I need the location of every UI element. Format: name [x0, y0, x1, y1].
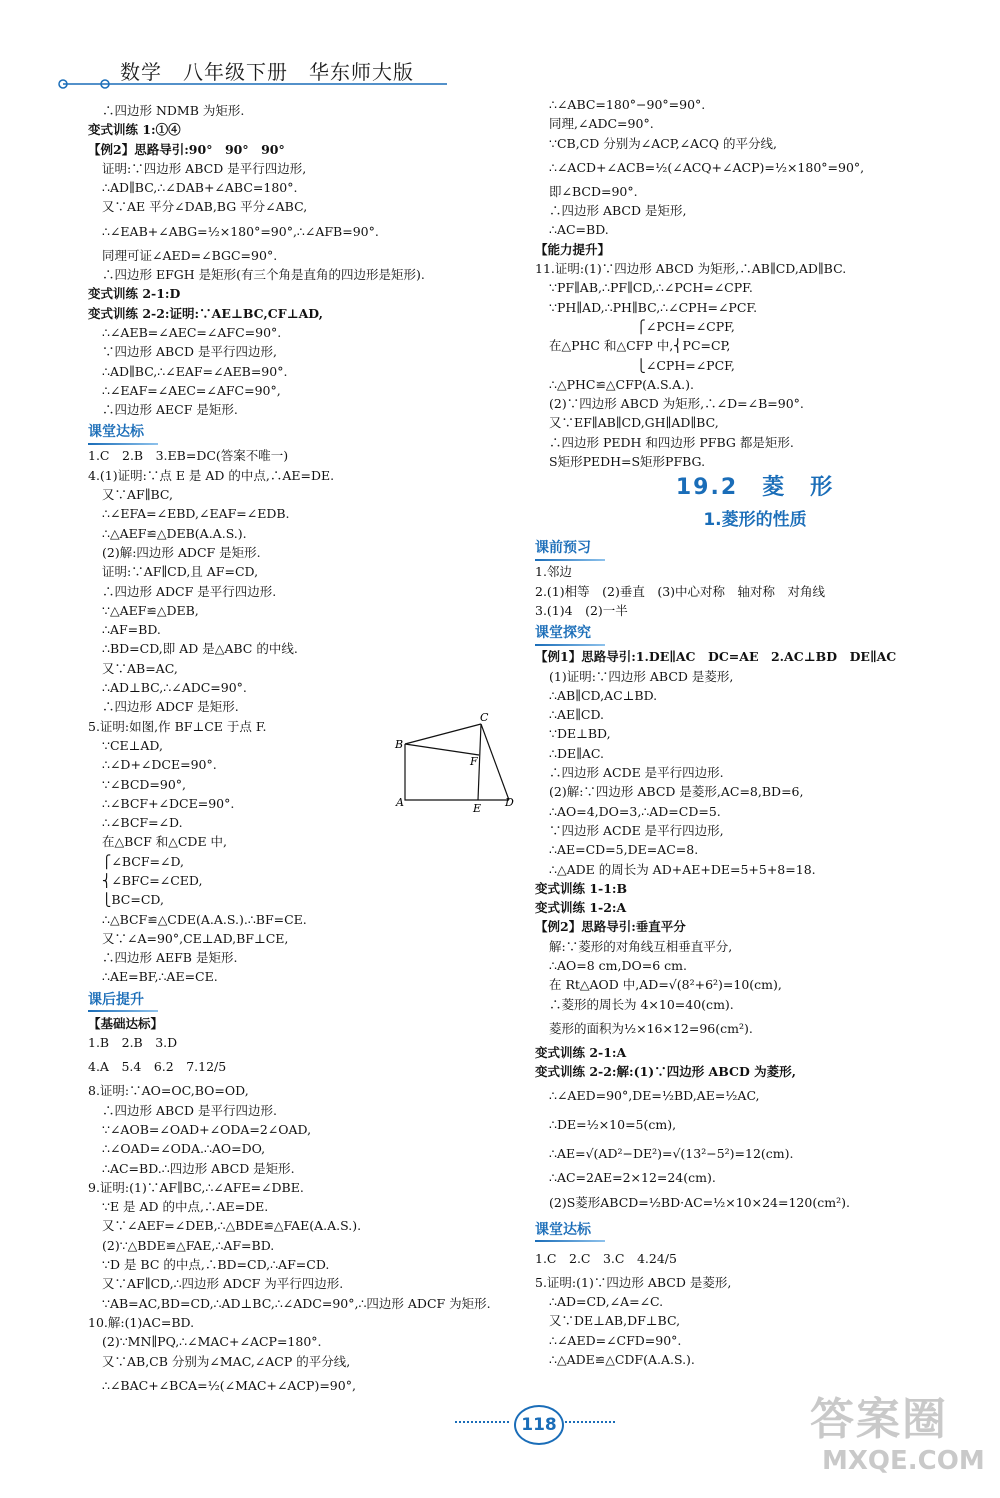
label-f: F: [470, 755, 478, 768]
section-heading: [535, 620, 975, 647]
answer-line: ∴∠ABC=180°−90°=90°.: [549, 97, 706, 112]
section-heading: [88, 419, 508, 446]
answer-line: ∵∠AOB=∠OAD+∠ODA=2∠OAD,: [102, 1121, 312, 1137]
answer-line: 变式训练 2-2:解:(1)∵四边形 ABCD 为菱形,: [535, 1064, 797, 1080]
answer-line: ∴四边形 NDMB 为矩形.: [102, 103, 245, 118]
answer-line: 又∵AE 平分∠DAB,BG 平分∠ABC,: [102, 199, 308, 215]
answer-line: 11.证明:(1)∵四边形 ABCD 为矩形,∴AB∥CD,AD∥BC.: [535, 261, 847, 277]
answer-line: ∵△AEF≌△DEB,: [102, 602, 199, 618]
answer-line: (2)∵四边形 ABCD 为矩形,∴∠D=∠B=90°.: [549, 396, 804, 412]
answer-line: ∴∠OAD=∠ODA.∴AO=DO,: [102, 1141, 266, 1157]
answer-line: ⎨∠BFC=∠CED,: [102, 872, 203, 888]
answer-line: ∴四边形 ABCD 是平行四边形.: [102, 1102, 277, 1118]
answer-line: 变式训练 1:①④: [88, 122, 181, 138]
page-header: [55, 48, 455, 98]
label-c: C: [480, 711, 489, 724]
answer-line: ∴∠BAC+∠BCA=½(∠MAC+∠ACP)=90°,: [102, 1377, 356, 1393]
geometry-diagram: [393, 708, 518, 818]
answer-line: ∵CB,CD 分别为∠ACP,∠ACQ 的平分线,: [549, 135, 777, 151]
answer-line: ∵四边形 ABCD 是平行四边形,: [102, 344, 277, 360]
answer-line: ∴∠EAF=∠AEC=∠AFC=90°,: [102, 382, 281, 398]
answer-line: ∴∠BCF+∠DCE=90°.: [102, 795, 235, 811]
label-d: D: [505, 796, 514, 809]
answer-line: ⎩BC=CD,: [102, 892, 164, 908]
answer-line: ∴四边形 AECF 是矩形.: [102, 402, 238, 418]
chapter-title: 19.2 菱 形: [675, 475, 835, 501]
answer-line: ∴△BCF≌△CDE(A.A.S.).∴BF=CE.: [102, 911, 307, 927]
answer-line: ∴∠AED=90°,DE=½BD,AE=½AC,: [549, 1088, 760, 1104]
answer-line: ∴AF=BD.: [102, 622, 161, 638]
answer-line: ∴菱形的周长为 4×10=40(cm).: [549, 996, 734, 1012]
answer-line: ∵AB=AC,BD=CD,∴AD⊥BC,∴∠ADC=90°,∴四边形 ADCF 为矩形.: [102, 1295, 491, 1311]
answer-line: ∴AD∥BC,∴∠DAB+∠ABC=180°.: [102, 180, 298, 196]
answer-line: (1)证明:∵四边形 ABCD 是菱形,: [549, 668, 734, 684]
answer-line: ∴AC=2AE=2×12=24(cm).: [549, 1170, 716, 1186]
section-heading: [535, 535, 975, 562]
answer-line: (2)解:∵四边形 ABCD 是菱形,AC=8,BD=6,: [549, 784, 804, 800]
answer-line: 变式训练 2-2:证明:∵AE⊥BC,CF⊥AD,: [88, 305, 324, 321]
section-heading-label: 课后提升: [88, 991, 158, 1010]
answer-line: ∴四边形 PEDH 和四边形 PFBG 都是矩形.: [549, 434, 794, 450]
answer-line: S矩形PEDH=S矩形PFBG.: [549, 454, 706, 470]
answer-line: ∴AE=BF,∴AE=CE.: [102, 969, 218, 985]
answer-line: ∴四边形 ACDE 是平行四边形.: [549, 765, 724, 781]
answer-line: 又∵DE⊥AB,DF⊥BC,: [549, 1313, 681, 1329]
answer-line: (2)∵△BDE≌△FAE,∴AF=BD.: [102, 1237, 275, 1253]
answer-line: ∴△PHC≌△CFP(A.S.A.).: [549, 376, 694, 392]
label-b: B: [395, 738, 404, 751]
answer-line: 菱形的面积为½×16×12=96(cm²).: [549, 1020, 753, 1036]
answer-line: ∴DE=½×10=5(cm),: [549, 1117, 677, 1133]
answer-line: ∴AE∥CD.: [549, 707, 604, 723]
answer-line: 又∵AB,CB 分别为∠MAC,∠ACP 的平分线,: [102, 1353, 351, 1369]
answer-line: ∴四边形 ADCF 是矩形.: [102, 699, 239, 715]
answer-line: (2)S菱形ABCD=½BD·AC=½×10×24=120(cm²).: [549, 1194, 850, 1210]
answer-line: 【能力提升】: [535, 241, 611, 257]
answer-line: 8.证明:∵AO=OC,BO=OD,: [88, 1083, 249, 1099]
answer-line: 又∵∠A=90°,CE⊥AD,BF⊥CE,: [102, 930, 289, 946]
answer-line: 同理,∠ADC=90°.: [549, 116, 654, 132]
answer-line: 1.C 2.B 3.EB=DC(答案不唯一): [88, 448, 289, 464]
answer-line: ∴AO=8 cm,DO=6 cm.: [549, 957, 687, 973]
answer-line: 在 Rt△AOD 中,AD=√(8²+6²)=10(cm),: [549, 977, 782, 993]
answer-line: 5.证明:(1)∵四边形 ABCD 是菱形,: [535, 1274, 732, 1290]
answer-line: 变式训练 2-1:D: [88, 286, 181, 302]
quadrilateral-figure: [393, 708, 518, 818]
answer-line: ∴AD∥BC,∴∠EAF=∠AEB=90°.: [102, 363, 288, 379]
answer-line: 变式训练 1-1:B: [535, 880, 628, 896]
watermark-logo: [810, 1395, 990, 1490]
answer-line: ∴DE∥AC.: [549, 745, 604, 761]
answer-line: ⎧∠BCF=∠D,: [102, 853, 185, 869]
answer-line: ∴四边形 AEFB 是矩形.: [102, 950, 238, 966]
answer-line: 9.证明:(1)∵AF∥BC,∴∠AFE=∠DBE.: [88, 1179, 304, 1195]
answer-line: ∴△ADE≌△CDF(A.A.S.).: [549, 1351, 695, 1367]
answer-line: ∴∠BCF=∠D.: [102, 815, 183, 831]
answer-line: ∵∠BCD=90°,: [102, 776, 187, 792]
answer-line: ∴AE=CD=5,DE=AC=8.: [549, 842, 699, 858]
answer-line: 【例1】思路导引:1.DE∥AC DC=AE 2.AC⊥BD DE∥AC: [535, 649, 897, 665]
answer-line: ∴AE=√(AD²−DE²)=√(13²−5²)=12(cm).: [549, 1146, 794, 1162]
answer-line: 在△BCF 和△CDE 中,: [102, 834, 228, 850]
answer-line: ∵DE⊥BD,: [549, 726, 611, 742]
answer-line: 又∵AB=AC,: [102, 660, 178, 676]
answer-line: (2)解:四边形 ADCF 是矩形.: [102, 544, 261, 560]
answer-line: 2.(1)相等 (2)垂直 (3)中心对称 轴对称 对角线: [535, 583, 826, 599]
page-number: 118: [514, 1405, 564, 1445]
answer-line: (2)∵MN∥PQ,∴∠MAC+∠ACP=180°.: [102, 1334, 322, 1350]
answer-line: ∴AO=4,DO=3,∴AD=CD=5.: [549, 803, 721, 819]
section-heading-label: 课堂达标: [535, 1221, 605, 1240]
answer-line: ⎩∠CPH=∠PCF,: [549, 357, 735, 373]
answer-line: 【基础达标】: [88, 1015, 164, 1031]
book-title: 数学 八年级下册 华东师大版: [120, 60, 414, 84]
answer-line: ∴四边形 EFGH 是矩形(有三个角是直角的四边形是矩形).: [102, 267, 425, 283]
answer-line: 1.邻边: [535, 564, 572, 580]
watermark-url: MXQE.COM: [822, 1446, 985, 1476]
section-heading-label: 课前预习: [535, 539, 605, 558]
answer-line: ∵PH∥AD,∴PH∥BC,∴∠CPH=∠PCF.: [549, 299, 758, 315]
answer-line: 又∵∠AEF=∠DEB,∴△BDE≌△FAE(A.A.S.).: [102, 1218, 362, 1234]
answer-line: 证明:∵四边形 ABCD 是平行四边形,: [102, 160, 307, 176]
answer-line: 又∵AF∥BC,: [102, 487, 173, 503]
label-e: E: [473, 802, 482, 815]
section-heading: [535, 1217, 975, 1244]
label-a: A: [396, 796, 404, 809]
answer-line: 1.C 2.C 3.C 4.24/5: [535, 1250, 677, 1266]
answer-line: 同理可证∠AED=∠BGC=90°.: [102, 247, 278, 263]
answer-line: ∴AD=CD,∠A=∠C.: [549, 1294, 664, 1310]
answer-line: ∴AC=BD.: [549, 222, 609, 238]
answer-line: ∴BD=CD,即 AD 是△ABC 的中线.: [102, 641, 298, 657]
answer-line: ∵四边形 ACDE 是平行四边形,: [549, 822, 724, 838]
section-heading-label: 课堂探究: [535, 624, 605, 643]
answer-line: ∴∠ACD+∠ACB=½(∠ACQ+∠ACP)=½×180°=90°,: [549, 159, 865, 175]
answer-line: ∴四边形 ADCF 是平行四边形.: [102, 583, 277, 599]
answer-line: ∴四边形 ABCD 是矩形,: [549, 203, 687, 219]
answer-line: ∴∠AEB=∠AEC=∠AFC=90°.: [102, 324, 282, 340]
answer-line: 变式训练 2-1:A: [535, 1044, 627, 1060]
answer-line: 证明:∵AF∥CD,且 AF=CD,: [102, 564, 259, 580]
answer-line: 10.解:(1)AC=BD.: [88, 1314, 195, 1330]
answer-line: ∴AB∥CD,AC⊥BD.: [549, 687, 658, 703]
answer-line: ∵E 是 AD 的中点,∴AE=DE.: [102, 1199, 269, 1215]
answer-line: 【例2】思路导引:90° 90° 90°: [88, 141, 285, 157]
answer-line: ∴∠AED=∠CFD=90°.: [549, 1332, 682, 1348]
answer-line: ⎧∠PCH=∠CPF,: [549, 318, 735, 334]
answer-line: 即∠BCD=90°.: [549, 183, 638, 199]
answer-line: ∵CE⊥AD,: [102, 737, 163, 753]
answer-line: ∴∠D+∠DCE=90°.: [102, 757, 217, 773]
answer-line: 又∵EF∥AB∥CD,GH∥AD∥BC,: [549, 415, 719, 431]
watermark-text: 答案圈: [810, 1394, 948, 1445]
answer-line: 5.证明:如图,作 BF⊥CE 于点 F.: [88, 718, 267, 734]
answer-line: ∴AD⊥BC,∴∠ADC=90°.: [102, 680, 247, 696]
answer-line: ∴AC=BD.∴四边形 ABCD 是矩形.: [102, 1160, 295, 1176]
answer-line: 4.(1)证明:∵点 E 是 AD 的中点,∴AE=DE.: [88, 467, 335, 483]
right-column: [535, 95, 975, 1369]
answer-line: ∴∠EFA=∠EBD,∠EAF=∠EDB.: [102, 506, 290, 522]
answer-line: 4.A 5.4 6.2 7.12/5: [88, 1059, 227, 1075]
answer-line: ∴△AEF≌△DEB(A.A.S.).: [102, 525, 247, 541]
answer-line: ∵D 是 BC 的中点,∴BD=CD,∴AF=CD.: [102, 1257, 330, 1273]
answer-line: 变式训练 1-2:A: [535, 900, 627, 916]
answer-line: ∵PF∥AB,∴PF∥CD,∴∠PCH=∠CPF.: [549, 280, 753, 296]
answer-line: 又∵AF∥CD,∴四边形 ADCF 为平行四边形.: [102, 1276, 344, 1292]
answer-line: 解:∵菱形的对角线互相垂直平分,: [549, 938, 733, 954]
answer-line: 【例2】思路导引:垂直平分: [535, 919, 686, 935]
answer-line: 1.B 2.B 3.D: [88, 1035, 178, 1051]
section-heading-label: 课堂达标: [88, 423, 158, 442]
answer-line: 3.(1)4 (2)一半: [535, 602, 628, 618]
answer-line: ∴△ADE 的周长为 AD+AE+DE=5+5+8=18.: [549, 861, 816, 877]
section-heading: [88, 987, 508, 1014]
lesson-title: 1.菱形的性质: [703, 510, 807, 531]
answer-line: ∴∠EAB+∠ABG=½×180°=90°,∴∠AFB=90°.: [102, 223, 379, 239]
answer-line: 在△PHC 和△CFP 中,⎨PC=CP,: [549, 338, 731, 354]
